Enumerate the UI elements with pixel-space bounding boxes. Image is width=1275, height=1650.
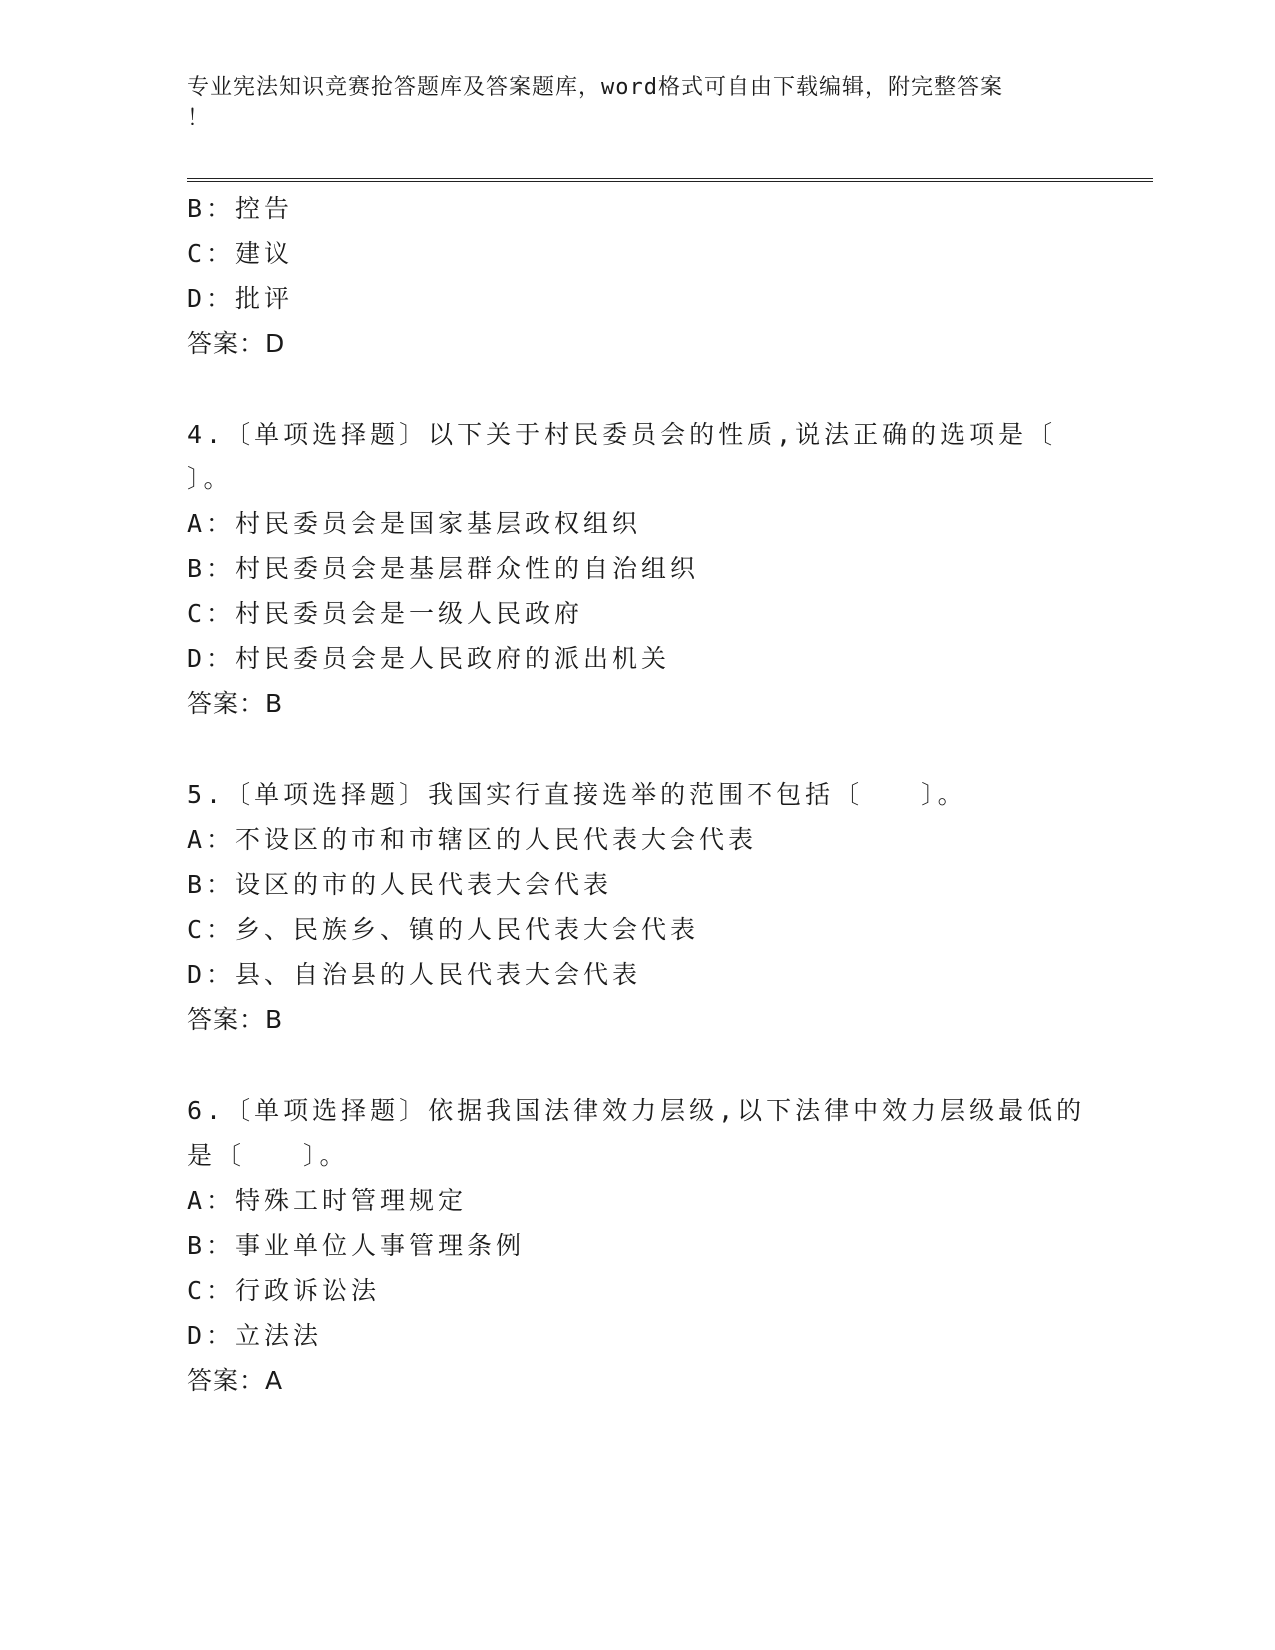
- q6-option-d: D：立法法: [187, 1321, 323, 1350]
- q5-option-a: A：不设区的市和市辖区的人民代表大会代表: [187, 825, 758, 854]
- header-divider: [187, 178, 1153, 182]
- q3-answer: 答案：D: [187, 329, 286, 358]
- q5-stem-line1: 5.〔单项选择题〕我国实行直接选举的范围不包括〔 〕。: [187, 780, 967, 809]
- q5-answer: 答案：B: [187, 1005, 284, 1034]
- q4-stem-line2: 〕。: [187, 464, 233, 493]
- q5-option-b: B：设区的市的人民代表大会代表: [187, 870, 613, 899]
- q4-option-c: C：村民委员会是一级人民政府: [187, 599, 584, 628]
- q6-stem-line1: 6.〔单项选择题〕依据我国法律效力层级,以下法律中效力层级最低的: [187, 1096, 1086, 1125]
- q4-option-d: D：村民委员会是人民政府的派出机关: [187, 644, 671, 673]
- q6-option-c: C：行政诉讼法: [187, 1276, 381, 1305]
- header-title-line2: ！: [187, 106, 211, 131]
- header-title-line1: 专业宪法知识竞赛抢答题库及答案题库，word格式可自由下载编辑，附完整答案: [187, 75, 1003, 100]
- q4-option-a: A：村民委员会是国家基层政权组织: [187, 509, 642, 538]
- document-header: [187, 72, 1067, 134]
- q5-option-c: C：乡、民族乡、镇的人民代表大会代表: [187, 915, 700, 944]
- q3-option-b: B：控告: [187, 194, 294, 223]
- q3-option-d: D：批评: [187, 284, 294, 313]
- q6-answer: 答案：A: [187, 1366, 284, 1395]
- q6-option-a: A：特殊工时管理规定: [187, 1186, 468, 1215]
- q6-stem-line2: 是〔 〕。: [187, 1141, 349, 1170]
- q6-option-b: B：事业单位人事管理条例: [187, 1231, 526, 1260]
- q4-answer: 答案：B: [187, 689, 284, 718]
- q4-option-b: B：村民委员会是基层群众性的自治组织: [187, 554, 700, 583]
- q5-option-d: D：县、自治县的人民代表大会代表: [187, 960, 642, 989]
- q4-stem-line1: 4.〔单项选择题〕以下关于村民委员会的性质,说法正确的选项是〔: [187, 420, 1057, 449]
- q3-option-c: C：建议: [187, 239, 294, 268]
